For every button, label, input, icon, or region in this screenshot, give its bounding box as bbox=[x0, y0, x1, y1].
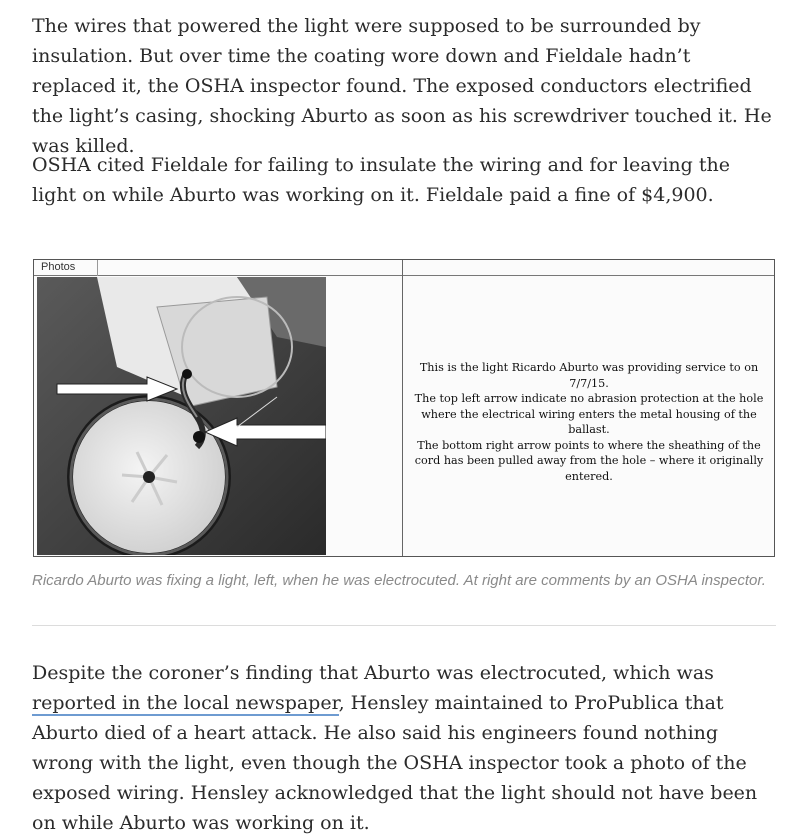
comment-line: The bottom right arrow points to where the sheathing of the cord has been pulled away from the hole – where it originally entered. bbox=[414, 438, 764, 483]
figure-column-divider bbox=[402, 260, 403, 556]
wheel-hub bbox=[143, 471, 155, 483]
osha-inspector-comment bbox=[408, 360, 770, 484]
paragraph-insulation: The wires that powered the light were supposed to be surrounded by insulation. But over time the coating wore down and Fieldale hadn’t replaced it, the OSHA inspector found. The exposed conductors electrified the light’s casing, shocking Aburto as soon as his screwdriver touched it. He was killed. bbox=[32, 15, 772, 157]
figure-caption: Ricardo Aburto was fixing a light, left, when he was electrocuted. At right are comments by an OSHA inspector. bbox=[32, 572, 766, 589]
paragraph-text: Despite the coroner’s finding that Aburto was electrocuted, which was bbox=[32, 662, 714, 684]
light-fixture-photo bbox=[37, 277, 326, 555]
local-newspaper-link[interactable]: reported in the local newspaper bbox=[32, 692, 339, 714]
caption-divider bbox=[32, 625, 776, 626]
paragraph-coroner bbox=[32, 658, 778, 838]
figure-header-label: Photos bbox=[41, 261, 76, 273]
figure-header-bar bbox=[34, 260, 774, 276]
osha-photo-figure bbox=[33, 259, 775, 557]
paragraph-osha-citation: OSHA cited Fieldale for failing to insulate the wiring and for leaving the light on while Aburto was working on it. Fieldale paid a fine of $4,900. bbox=[32, 154, 730, 206]
comment-line: This is the light Ricardo Aburto was providing service to on 7/7/15. bbox=[419, 361, 759, 390]
comment-line: The top left arrow indicate no abrasion protection at the hole where the electrical wiring enters the metal housing of the ballast. bbox=[414, 392, 764, 436]
paragraph-text: , Hensley maintained to ProPublica that Aburto died of a heart attack. He also said his engineers found nothing wrong with the light, even though the OSHA inspector took a photo of the exposed wiring. Hensley acknowledged that the light should not have been on while Aburto was working on it. bbox=[32, 692, 758, 834]
